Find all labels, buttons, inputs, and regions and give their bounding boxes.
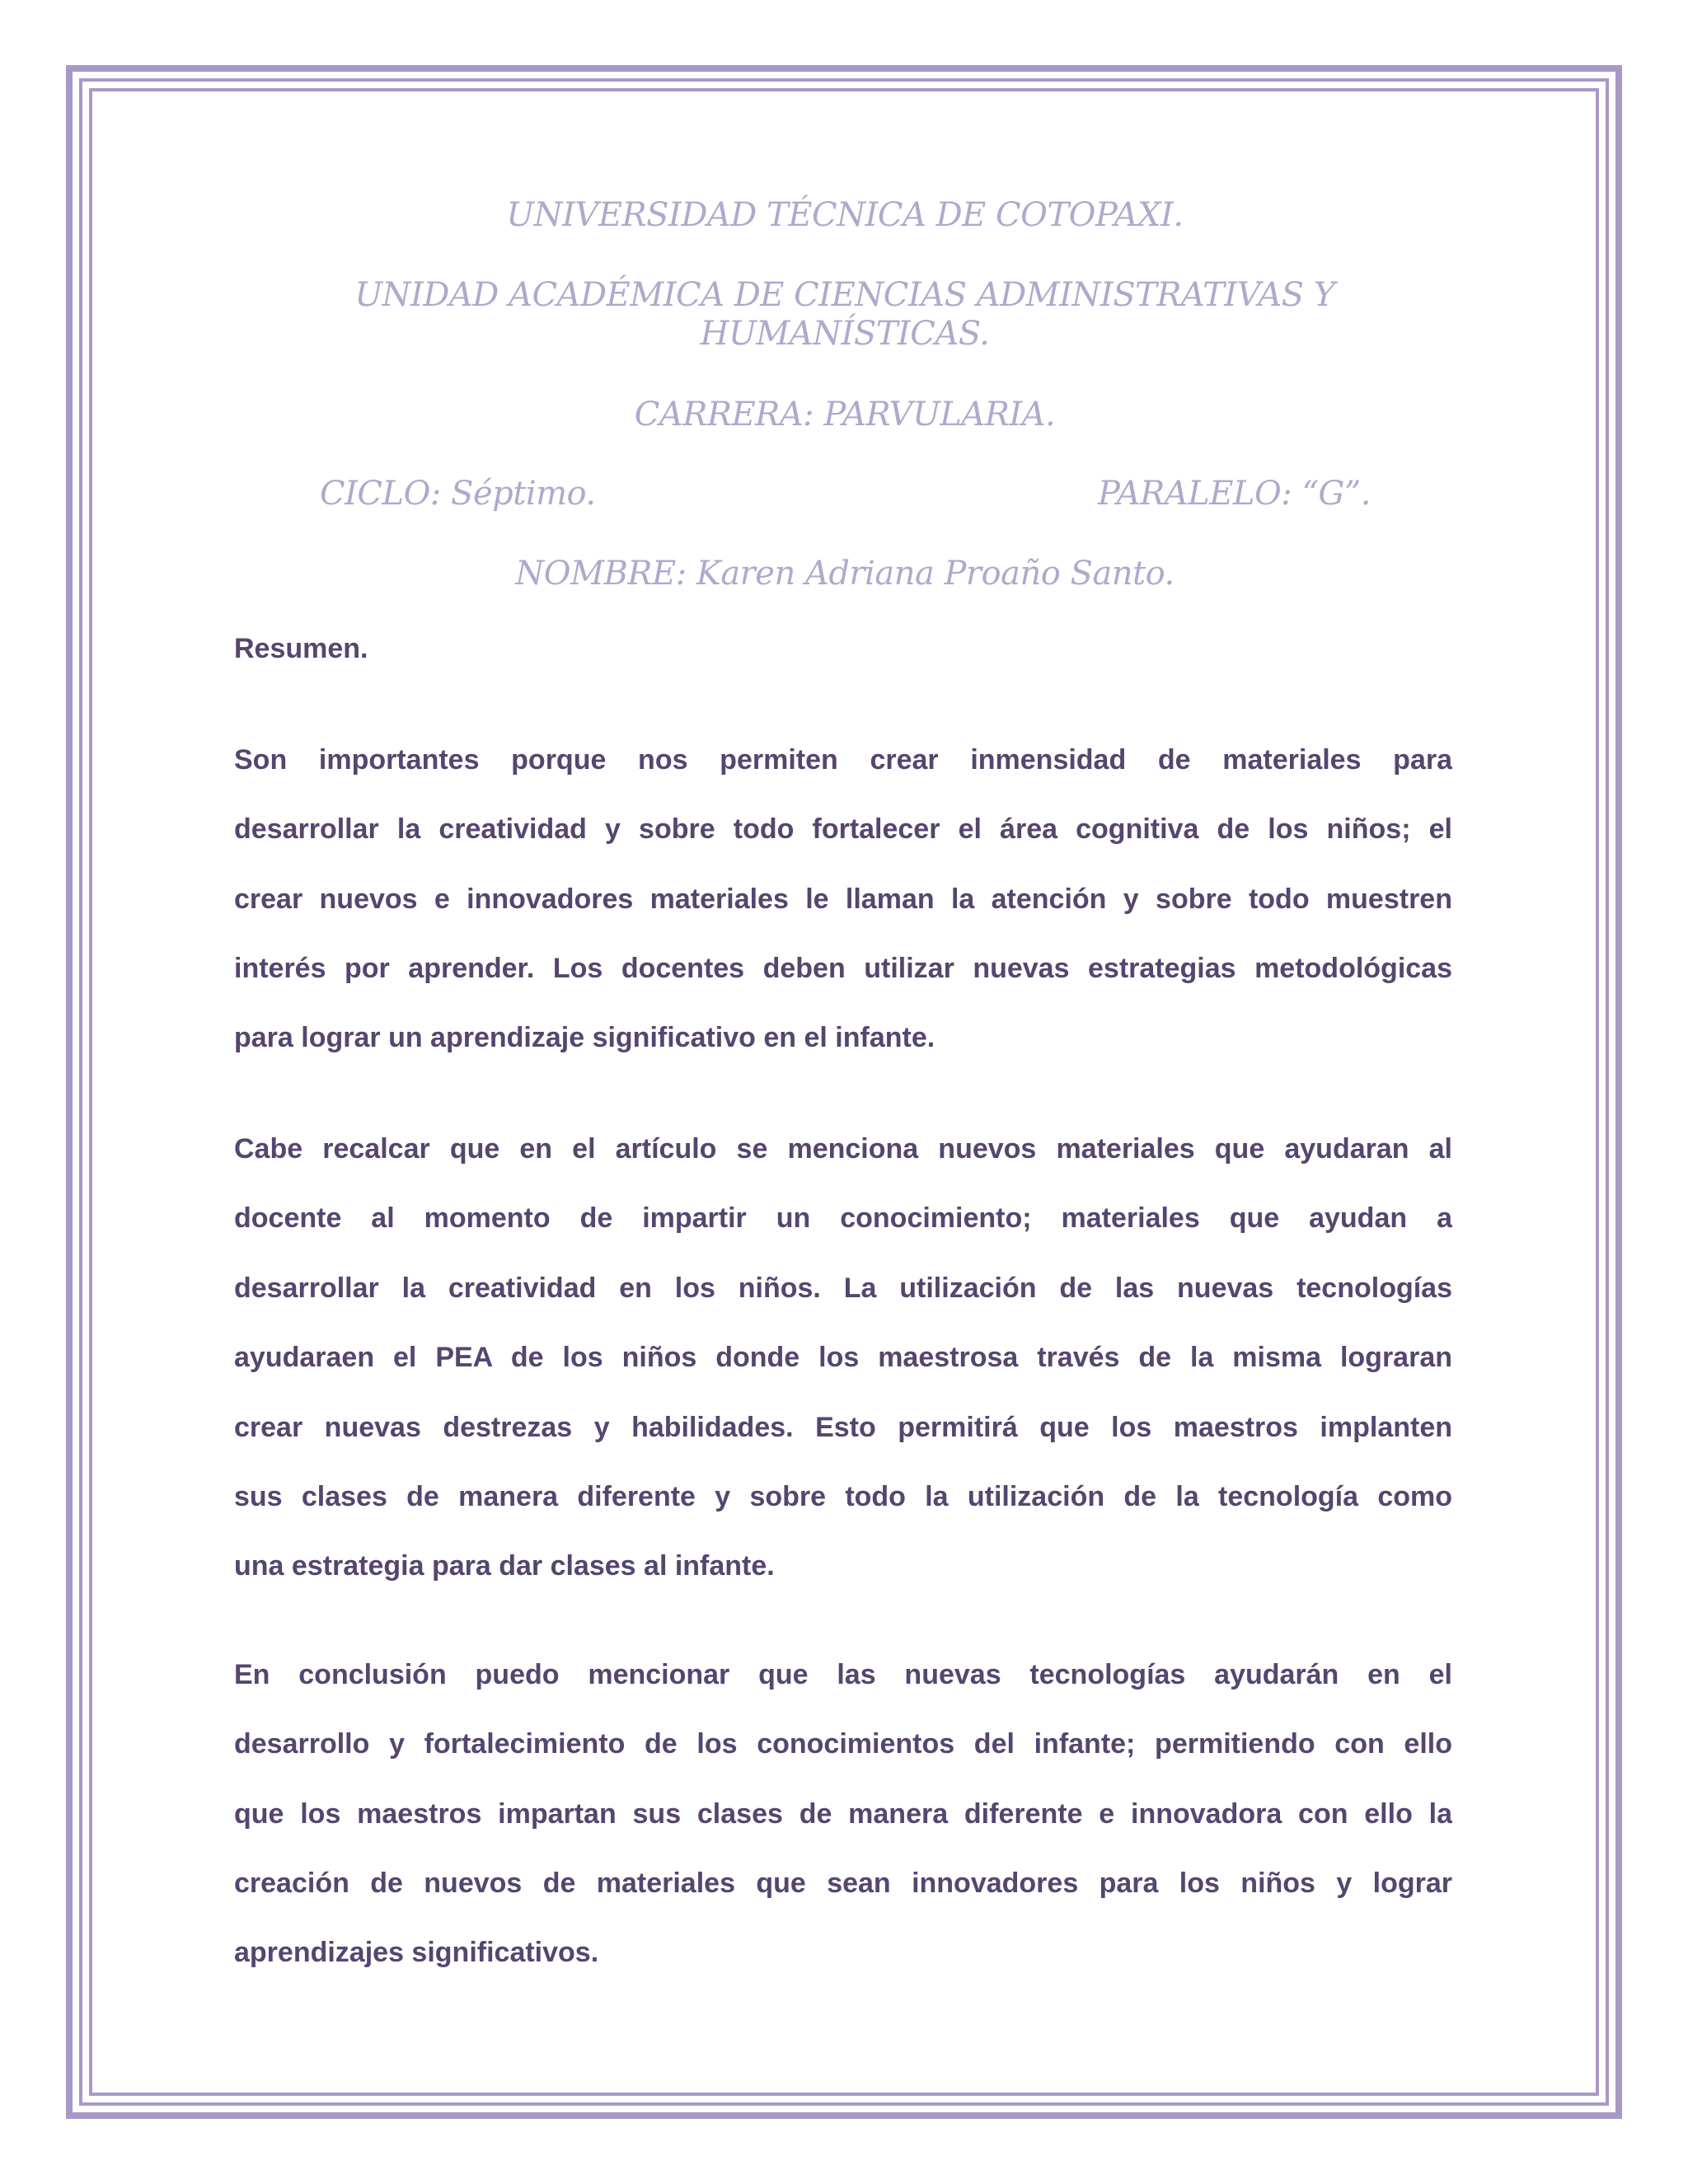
cycle-label: CICLO: Séptimo. [320,475,596,513]
career-label: CARRERA: PARVULARIA. [634,396,1056,434]
parallel-label: PARALELO: “G”. [1098,475,1372,513]
student-name: NOMBRE: Karen Adriana Proaño Santo. [515,555,1175,593]
university-title: UNIVERSIDAD TÉCNICA DE COTOPAXI. [506,196,1184,234]
paragraph-line: que los maestros impartan sus clases de manera diferente e innovadora con ello la [234,1798,1452,1830]
paragraph-line: interés por aprender. Los docentes deben utilizar nuevas estrategias metodológicas [234,953,1452,984]
paragraph-line: desarrollar la creatividad en los niños. La utilización de las nuevas tecnologías [234,1272,1452,1304]
paragraph-line: una estrategia para dar clases al infante. [234,1550,775,1582]
paragraph-line: sus clases de manera diferente y sobre todo la utilización de la tecnología como [234,1481,1452,1512]
paragraph-line: docente al momento de impartir un conocimiento; materiales que ayudan a [234,1202,1452,1234]
paragraph-line: Cabe recalcar que en el artículo se menciona nuevos materiales que ayudaran al [234,1133,1452,1165]
academic-unit-line2: HUMANÍSTICAS. [700,315,990,353]
paragraph-line: crear nuevas destrezas y habilidades. Esto permitirá que los maestros implanten [234,1412,1452,1443]
paragraph-line: En conclusión puedo mencionar que las nuevas tecnologías ayudarán en el [234,1659,1452,1690]
paragraph-line: crear nuevos e innovadores materiales le llaman la atención y sobre todo muestren [234,883,1452,915]
academic-unit-line1: UNIDAD ACADÉMICA DE CIENCIAS ADMINISTRATIVAS Y [354,276,1335,314]
page-border-inner [89,88,1599,2096]
paragraph-line: desarrollar la creatividad y sobre todo fortalecer el área cognitiva de los niños; el [234,813,1452,845]
summary-heading: Resumen. [234,633,368,664]
paragraph-line: aprendizajes significativos. [234,1937,599,1968]
paragraph-line: ayudaraen el PEA de los niños donde los maestrosa través de la misma lograran [234,1342,1452,1373]
paragraph-line: Son importantes porque nos permiten crear inmensidad de materiales para [234,744,1452,776]
paragraph-line: para lograr un aprendizaje significativo en el infante. [234,1022,935,1053]
paragraph-line: creación de nuevos de materiales que sean innovadores para los niños y lograr [234,1868,1452,1899]
paragraph-line: desarrollo y fortalecimiento de los conocimientos del infante; permitiendo con ello [234,1728,1452,1760]
